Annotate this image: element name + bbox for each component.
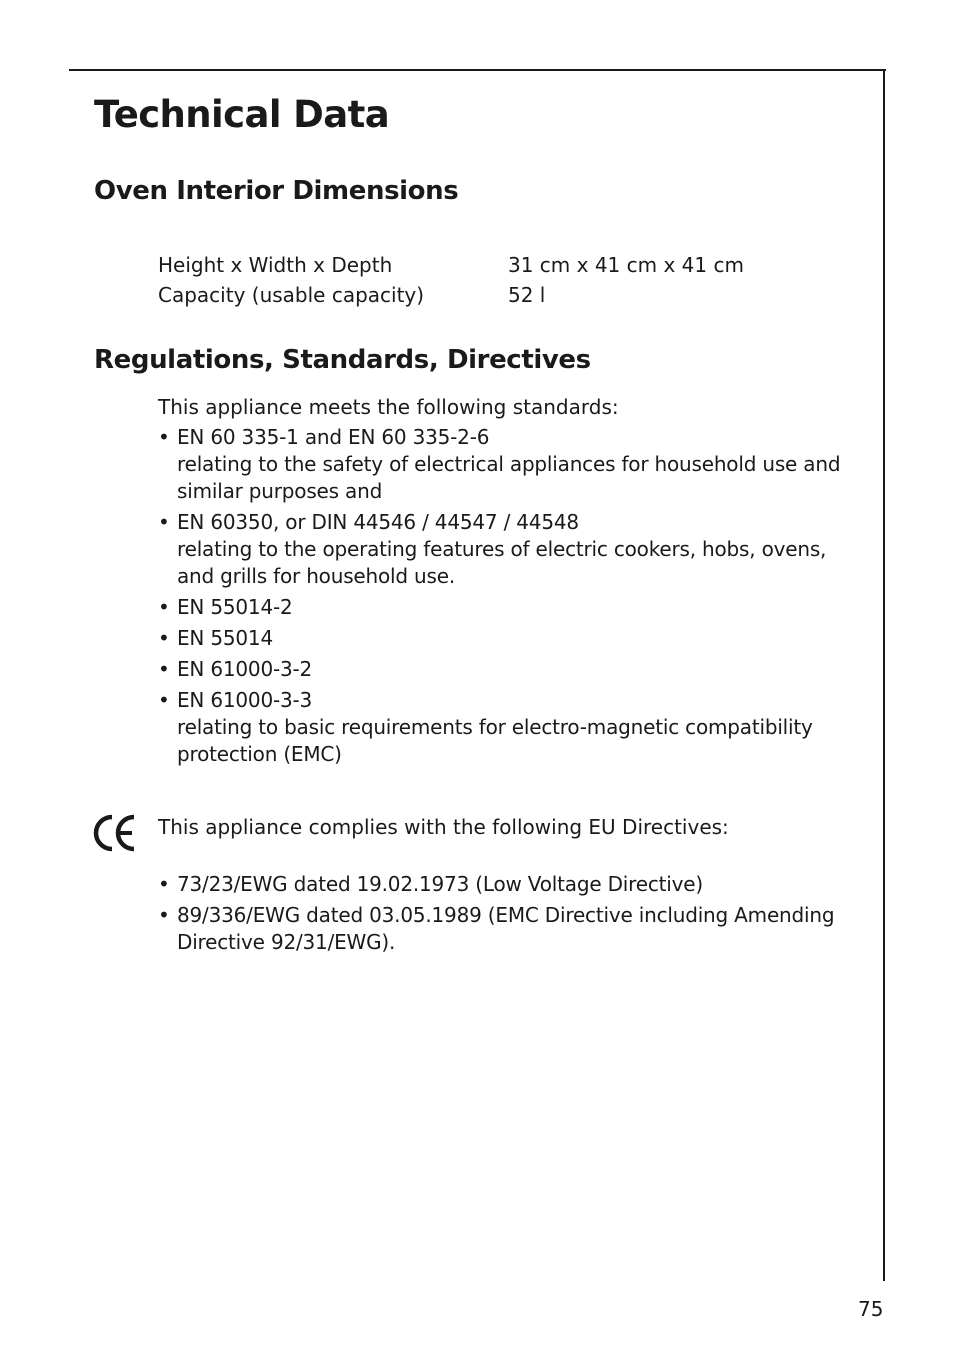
bullet-icon: • [158,657,170,681]
bullet-icon: • [158,626,170,650]
top-rule [69,69,886,71]
standard-code: EN 61000-3-2 [177,657,313,681]
right-rule [883,69,885,1281]
spec-value: 52 l [508,283,546,307]
list-item-standard [158,509,858,590]
directives-list [158,871,858,960]
bullet-icon: • [158,872,170,896]
list-item-directive [158,902,858,956]
standard-code: EN 55014 [177,626,273,650]
standard-description: relating to the safety of electrical appliances for household use and similar purposes and [177,452,841,503]
page-number: 75 [858,1297,884,1321]
ce-mark-icon [93,813,137,853]
page-title: Technical Data [94,93,390,136]
bullet-icon: • [158,595,170,619]
section-heading-regulations: Regulations, Standards, Directives [94,345,591,375]
standard-description: relating to the operating features of electric cookers, hobs, ovens, and grills for household use. [177,537,827,588]
directive-text: 89/336/EWG dated 03.05.1989 (EMC Directive including Amending Directive 92/31/EWG). [177,903,835,954]
standard-code: EN 60350, or DIN 44546 / 44547 / 44548 [177,510,579,534]
standard-code: EN 61000-3-3 [177,688,313,712]
list-item-standard [158,687,858,768]
spec-label: Height x Width x Depth [158,253,393,277]
standard-code: EN 60 335-1 and EN 60 335-2-6 [177,425,490,449]
list-item-standard [158,594,858,621]
list-item-standard [158,656,858,683]
list-item-directive [158,871,858,898]
bullet-icon: • [158,425,170,449]
bullet-icon: • [158,688,170,712]
standards-list [158,424,858,772]
list-item-standard [158,424,858,505]
directive-text: 73/23/EWG dated 19.02.1973 (Low Voltage Directive) [177,872,703,896]
list-item-standard [158,625,858,652]
spec-value: 31 cm x 41 cm x 41 cm [508,253,744,277]
bullet-icon: • [158,903,170,927]
bullet-icon: • [158,510,170,534]
spec-label: Capacity (usable capacity) [158,283,425,307]
standard-description: relating to basic requirements for electro-magnetic compatibility protection (EMC) [177,715,813,766]
standards-intro: This appliance meets the following standards: [158,395,619,419]
section-heading-oven-dimensions: Oven Interior Dimensions [94,176,459,206]
standard-code: EN 55014-2 [177,595,293,619]
directives-intro: This appliance complies with the following EU Directives: [158,815,729,839]
